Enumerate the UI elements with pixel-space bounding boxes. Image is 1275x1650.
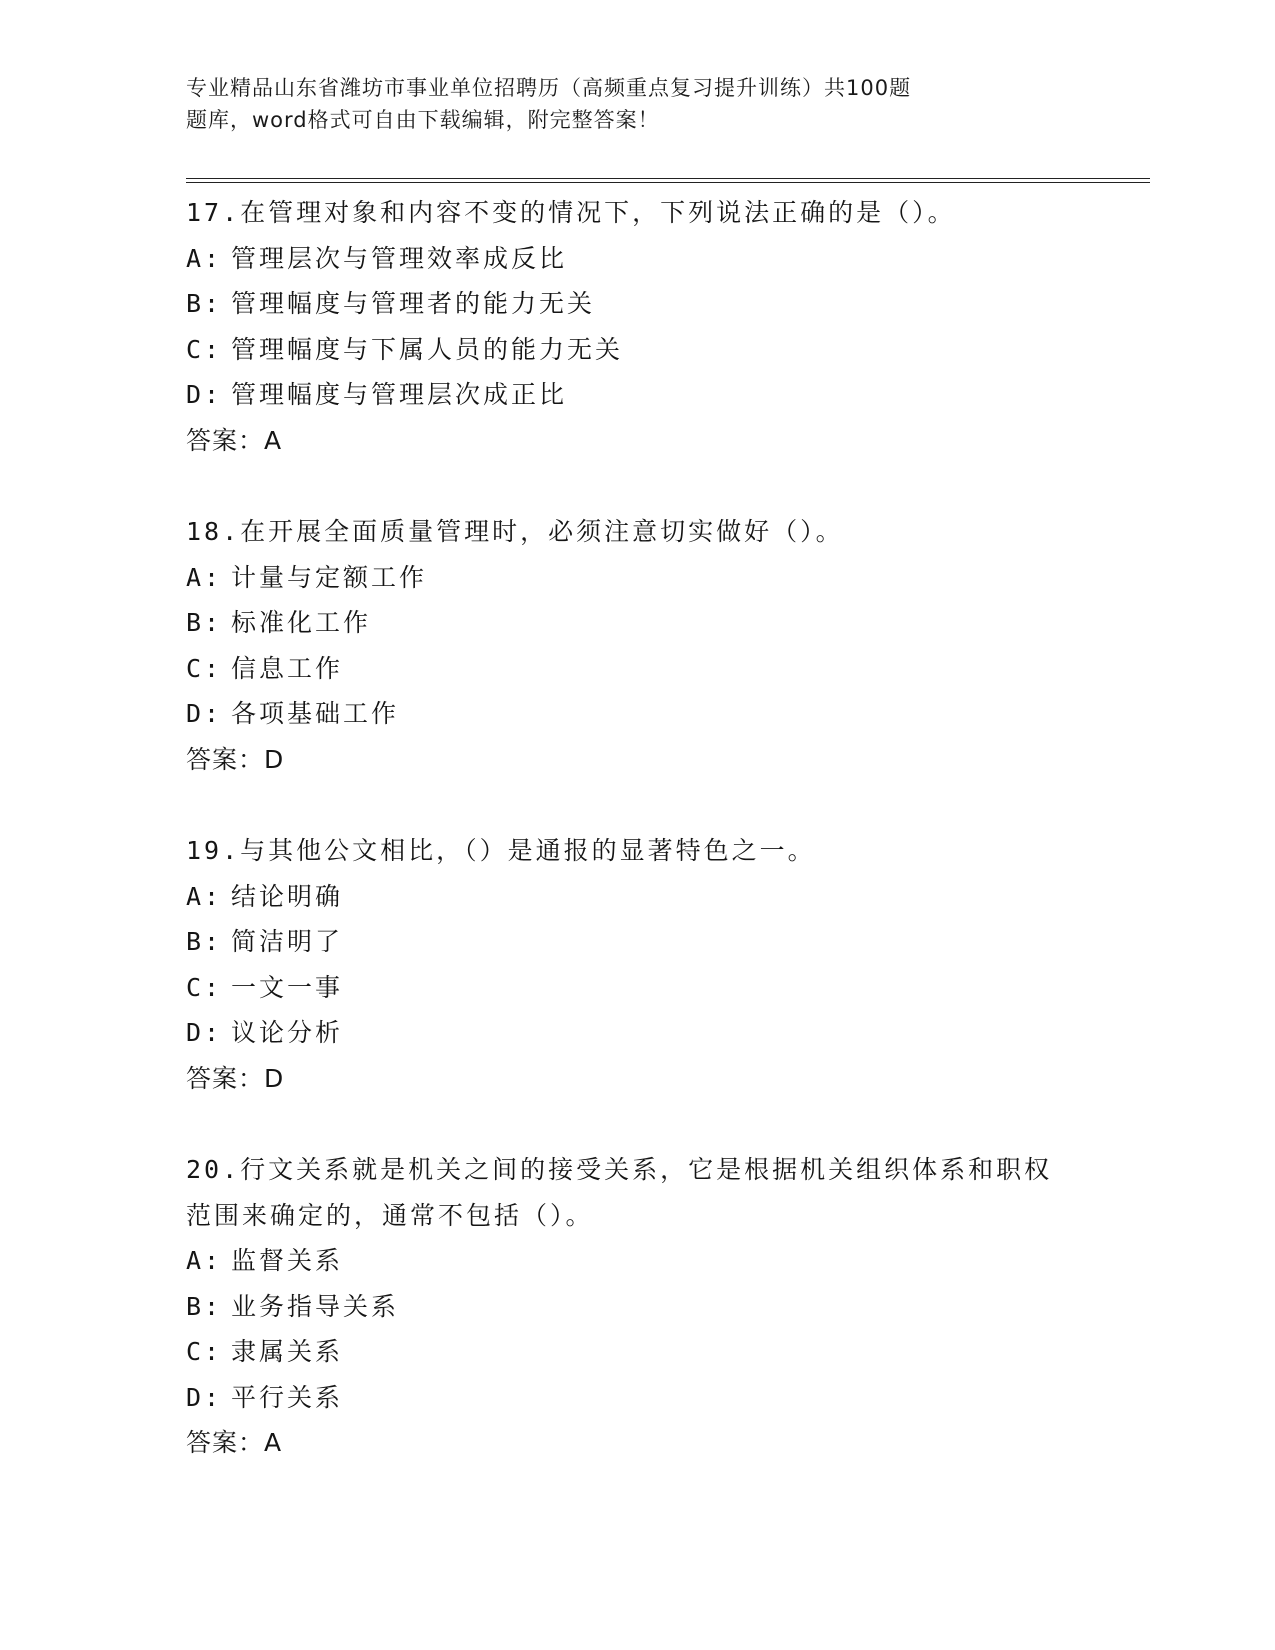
- question-list: [186, 190, 1146, 1512]
- question-text: 范围来确定的，通常不包括（）。: [186, 1200, 594, 1230]
- option-key: B:: [186, 608, 223, 637]
- header-divider-top: [186, 178, 1150, 179]
- option-text: 标准化工作: [231, 608, 372, 637]
- question-block: [186, 1147, 1146, 1466]
- option-row: [186, 1010, 1146, 1056]
- answer-line: 答案：D: [186, 1063, 285, 1093]
- option-row: [186, 919, 1146, 965]
- option-text: 平行关系: [231, 1382, 344, 1412]
- option-key: C:: [186, 972, 223, 1002]
- option-row: [186, 965, 1146, 1011]
- option-key: A:: [186, 562, 223, 592]
- option-text: 管理幅度与下属人员的能力无关: [231, 334, 624, 364]
- option-key: C:: [186, 334, 223, 364]
- option-row: [186, 1329, 1146, 1375]
- option-key: A:: [186, 1246, 223, 1275]
- option-text: 各项基础工作: [231, 699, 400, 728]
- option-key: C:: [186, 1337, 223, 1366]
- question-text: 17.在管理对象和内容不变的情况下，下列说法正确的是（）。: [186, 198, 956, 227]
- header-line-2: 题库，word格式可自由下载编辑，附完整答案！: [186, 108, 660, 132]
- option-row: [186, 691, 1146, 737]
- option-text: 一文一事: [231, 972, 344, 1002]
- answer-line: 答案：A: [186, 1428, 283, 1457]
- option-text: 监督关系: [231, 1246, 344, 1275]
- question-text: 20.行文关系就是机关之间的接受关系，它是根据机关组织体系和职权: [186, 1155, 1053, 1184]
- question-block: [186, 828, 1146, 1101]
- option-key: D:: [186, 1382, 223, 1412]
- option-text: 简洁明了: [231, 927, 344, 956]
- option-row: [186, 327, 1146, 373]
- option-row: [186, 874, 1146, 920]
- option-key: B:: [186, 927, 223, 956]
- option-key: A:: [186, 881, 223, 911]
- question-block: [186, 509, 1146, 782]
- question-text: 18.在开展全面质量管理时，必须注意切实做好（）。: [186, 517, 844, 546]
- question-text: 19.与其他公文相比，（）是通报的显著特色之一。: [186, 836, 816, 865]
- option-row: [186, 1284, 1146, 1330]
- option-text: 管理层次与管理效率成反比: [231, 243, 568, 273]
- document-header: [186, 72, 1026, 136]
- option-key: B:: [186, 1291, 223, 1321]
- option-row: [186, 236, 1146, 282]
- option-row: [186, 555, 1146, 601]
- option-text: 结论明确: [231, 881, 344, 911]
- header-divider-bottom: [186, 182, 1150, 183]
- option-row: [186, 1375, 1146, 1421]
- answer-line: 答案：A: [186, 425, 283, 455]
- option-row: [186, 281, 1146, 327]
- option-text: 计量与定额工作: [231, 562, 428, 592]
- option-key: A:: [186, 243, 223, 273]
- option-row: [186, 372, 1146, 418]
- option-row: [186, 600, 1146, 646]
- question-block: [186, 190, 1146, 463]
- option-key: B:: [186, 289, 223, 318]
- header-line-1: 专业精品山东省潍坊市事业单位招聘历（高频重点复习提升训练）共100题: [186, 76, 912, 100]
- option-text: 业务指导关系: [231, 1291, 400, 1321]
- answer-line: 答案：D: [186, 744, 285, 774]
- option-text: 议论分析: [231, 1018, 344, 1047]
- option-text: 管理幅度与管理者的能力无关: [231, 289, 596, 318]
- option-text: 隶属关系: [231, 1337, 344, 1366]
- option-text: 管理幅度与管理层次成正比: [231, 380, 568, 409]
- option-text: 信息工作: [231, 653, 344, 683]
- option-key: D:: [186, 380, 223, 409]
- option-key: D:: [186, 1018, 223, 1047]
- option-key: C:: [186, 653, 223, 683]
- option-key: D:: [186, 699, 223, 728]
- option-row: [186, 646, 1146, 692]
- option-row: [186, 1238, 1146, 1284]
